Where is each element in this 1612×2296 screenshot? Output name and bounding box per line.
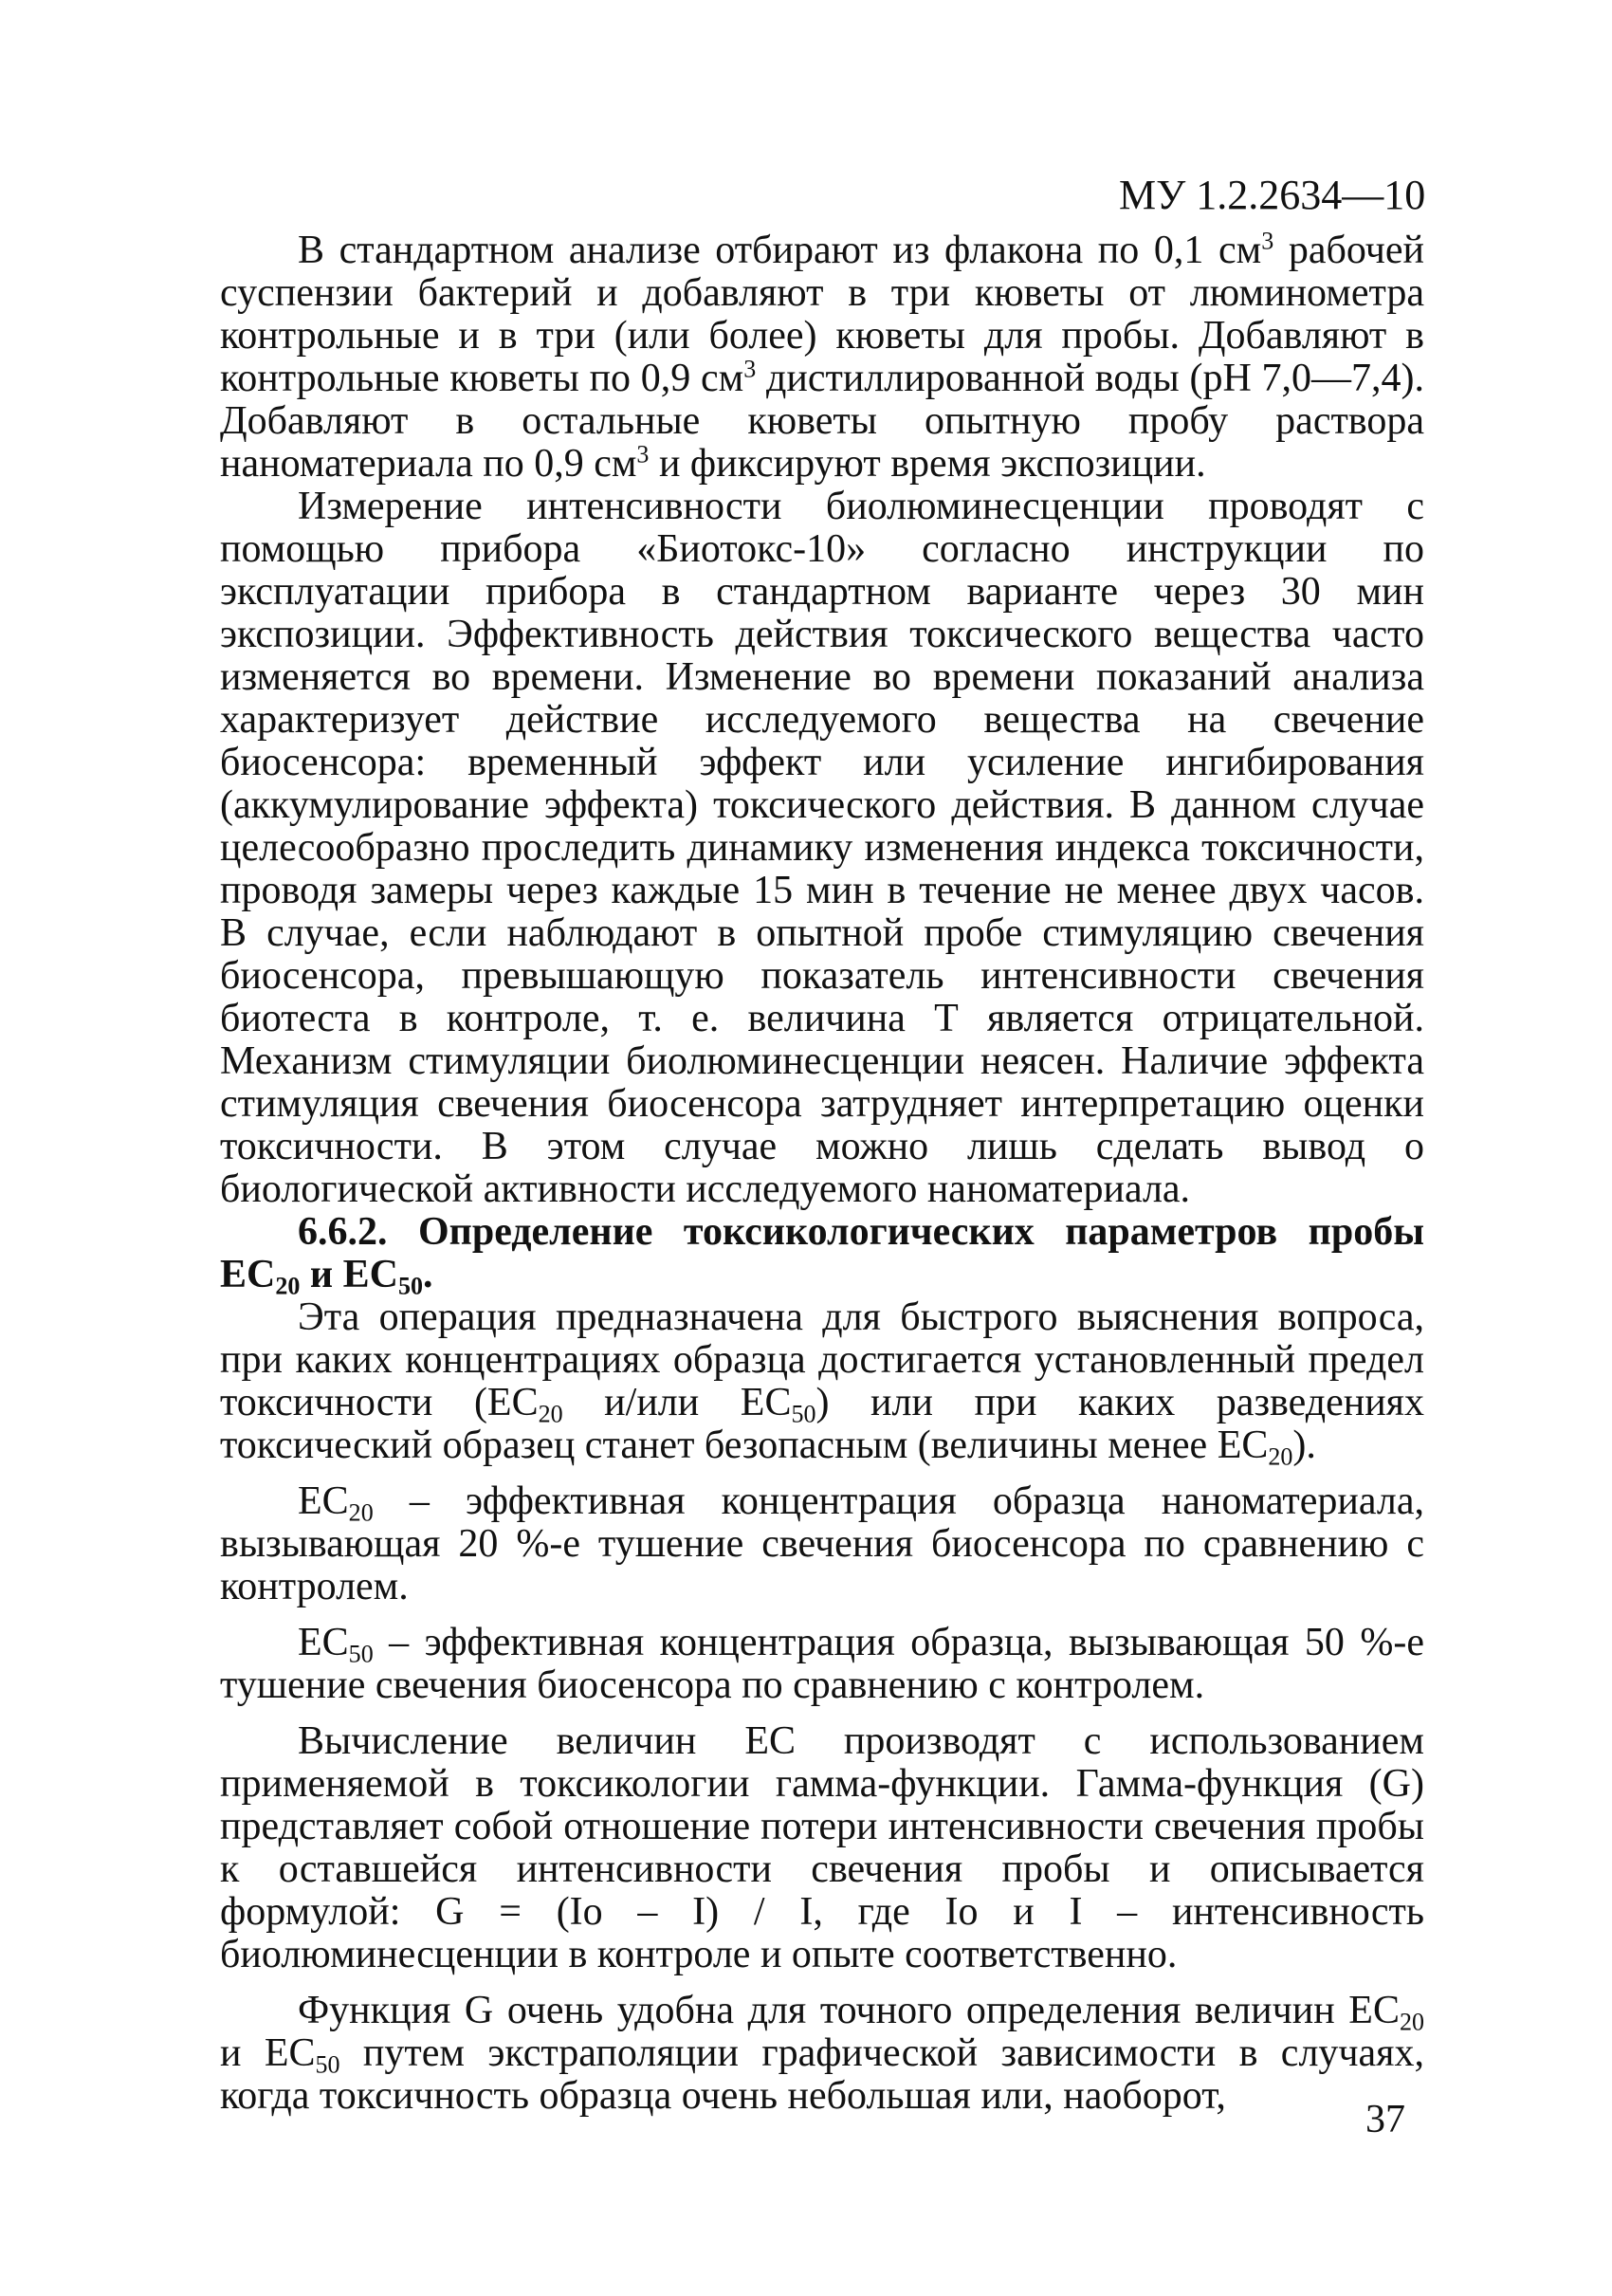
text-run: – эффективная концентрация образца, вызывающая 50 %-е тушение свечения биосенсора по сравнению с контролем.	[220, 1621, 1424, 1707]
text-run: и ЕС	[220, 2031, 316, 2075]
subscript: 50	[315, 2050, 340, 2079]
subscript: 20	[1399, 2008, 1424, 2036]
subscript: 20	[538, 1400, 563, 1428]
text-run: ).	[1292, 1424, 1316, 1467]
body-text	[220, 227, 1424, 2118]
subscript: 50	[791, 1400, 816, 1428]
superscript: 3	[636, 440, 650, 468]
text-run: рабочей суспензии бактерий и добавляют в три кюветы от люминометра контрольные и в три (или более) кюветы для пробы. Добавляют в контрольные кюветы по 0,9 см	[220, 229, 1424, 400]
subscript: 50	[397, 1272, 423, 1300]
text-run: В стандартном анализе отбирают из флакона по 0,1 см	[298, 229, 1262, 272]
text-run: ЕС	[298, 1621, 349, 1664]
subscript: 20	[1268, 1442, 1293, 1471]
text-run: 6.6.2. Определение токсикологических параметров пробы ЕС	[220, 1210, 1424, 1296]
paragraph-sample-preparation	[220, 227, 1424, 486]
text-run: ЕС	[298, 1479, 349, 1523]
text-run: – эффективная концентрация образца наноматериала, вызывающая 20 %-е тушение свечения биосенсора по сравнению с контролем.	[220, 1479, 1424, 1608]
text-run: и фиксируют время экспозиции.	[649, 442, 1206, 486]
text-run: дистиллированной воды (рН 7,0—7,4). Добавляют в остальные кюветы опытную пробу раствора наноматериала по 0,9 см	[220, 357, 1424, 486]
text-run: .	[422, 1253, 433, 1296]
superscript: 3	[1261, 227, 1274, 255]
subscript: 50	[348, 1640, 374, 1668]
paragraph-ec20-definition	[220, 1480, 1424, 1608]
text-run: Эта операция предназначена для быстрого выяснения вопроса, при каких концентрациях образца достигается установленный предел токсичности (ЕС	[220, 1295, 1424, 1424]
subscript: 20	[348, 1498, 374, 1527]
paragraph-gamma-function: Вычисление величин ЕС производят с использованием применяемой в токсикологии гамма-функции. Гамма-функция (G) представляет собой отношение потери интенсивности свечения пробы к оставшейся интенсивности свечения пробы и описывается формулой: G = (Io – I) / I, где Io и I – интенсивность биолюминесценции в контроле и опыте соответственно.	[220, 1719, 1424, 1976]
paragraph-measurement: Измерение интенсивности биолюминесценции проводят с помощью прибора «Биотокс-10» согласно инструкции по эксплуатации прибора в стандартном варианте через 30 мин экспозиции. Эффективность действия токсического вещества часто изменяется во времени. Изменение во времени показаний анализа характеризует действие исследуемого вещества на свечение биосенсора: временный эффект или усиление ингибирования (аккумулирование эффекта) токсического действия. В данном случае целесообразно проследить динамику изменения индекса токсичности, проводя замеры через каждые 15 мин в течение не менее двух часов. В случае, если наблюдают в опытной пробе стимуляцию свечения биосенсора, превышающую показатель интенсивности свечения биотеста в контроле, т. е. величина Т является отрицательной. Механизм стимуляции биолюминесценции неясен. Наличие эффекта стимуляция свечения биосенсора затрудняет интерпретацию оценки токсичности. В этом случае можно лишь сделать вывод о биологической активности исследуемого наноматериала.	[220, 485, 1424, 1211]
section-heading-6-6-2	[220, 1210, 1424, 1300]
text-run: путем экстраполяции графической зависимости в случаях, когда токсичность образца очень небольшая или, наоборот,	[220, 2031, 1424, 2118]
text-run: ) или при каких разведениях токсический образец станет безопасным (величины менее ЕС	[220, 1381, 1424, 1467]
text-run: и ЕС	[300, 1253, 398, 1296]
page-number: 37	[1365, 2098, 1405, 2141]
paragraph-operation-purpose	[220, 1295, 1424, 1471]
paragraph-ec50-definition	[220, 1622, 1424, 1707]
subscript: 20	[275, 1272, 301, 1300]
document-code: МУ 1.2.2634—10	[1119, 172, 1426, 218]
superscript: 3	[743, 355, 757, 383]
text-run: и/или ЕС	[562, 1381, 792, 1424]
paragraph-function-g-usage	[220, 1990, 1424, 2118]
text-run: Функция G очень удобна для точного определения величин ЕС	[298, 1989, 1400, 2032]
